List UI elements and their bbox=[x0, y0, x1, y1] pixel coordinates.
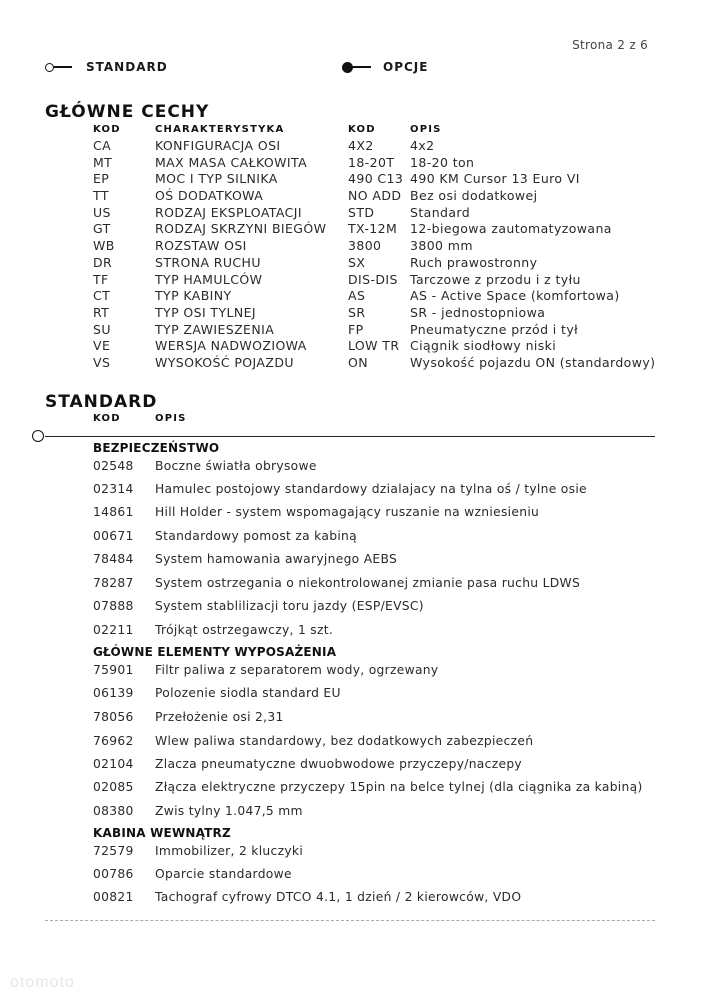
open-circle-icon bbox=[45, 63, 54, 72]
feature-code: CT bbox=[93, 288, 111, 304]
feature-characteristic: RODZAJ EKSPLOATACJI bbox=[155, 204, 302, 220]
feature-characteristic: WERSJA NADWOZIOWA bbox=[155, 338, 307, 354]
feature-description: Bez osi dodatkowej bbox=[410, 188, 538, 204]
feature-code: US bbox=[93, 204, 111, 220]
item-code: 78056 bbox=[93, 710, 134, 724]
table-row bbox=[0, 272, 701, 289]
footer-divider bbox=[45, 920, 655, 921]
feature-description: Pneumatyczne przód i tył bbox=[410, 321, 579, 337]
feature-value-code: SR bbox=[348, 304, 366, 320]
feature-description: 490 KM Cursor 13 Euro VI bbox=[410, 171, 580, 187]
feature-characteristic: MOC I TYP SILNIKA bbox=[155, 171, 278, 187]
item-description: Polozenie siodla standard EU bbox=[155, 686, 341, 700]
legend bbox=[0, 60, 701, 76]
item-code: 07888 bbox=[93, 599, 134, 613]
feature-description: 4x2 bbox=[410, 138, 435, 153]
page-number: Strona 2 z 6 bbox=[572, 38, 648, 52]
item-description: Wlew paliwa standardowy, bez dodatkowych zabezpieczeń bbox=[155, 734, 534, 748]
feature-characteristic: TYP KABINY bbox=[155, 288, 232, 304]
legend-options-label: OPCJE bbox=[383, 60, 429, 74]
feature-characteristic: OŚ DODATKOWA bbox=[155, 188, 264, 204]
section-divider bbox=[45, 436, 655, 437]
table-row bbox=[0, 338, 701, 355]
feature-code: DR bbox=[93, 254, 113, 270]
feature-code: VS bbox=[93, 354, 111, 370]
filled-circle-icon bbox=[342, 62, 353, 73]
feature-value-code: DIS-DIS bbox=[348, 271, 398, 287]
legend-dash bbox=[353, 66, 371, 67]
feature-value-code: ON bbox=[348, 354, 368, 370]
table-row bbox=[0, 288, 701, 305]
item-description: Złącza elektryczne przyczepy 15pin na belce tylnej (dla ciągnika za kabiną) bbox=[155, 780, 643, 794]
table-row bbox=[0, 221, 701, 238]
feature-characteristic: KONFIGURACJA OSI bbox=[155, 138, 281, 153]
item-description: System hamowania awaryjnego AEBS bbox=[155, 552, 398, 566]
item-description: Zwis tylny 1.047,5 mm bbox=[155, 804, 303, 818]
item-description: Przełożenie osi 2,31 bbox=[155, 710, 284, 724]
feature-value-code: LOW TR bbox=[348, 338, 400, 354]
legend-standard bbox=[45, 60, 168, 74]
feature-code: CA bbox=[93, 138, 112, 153]
item-description: Hamulec postojowy standardowy dzialajacy na tylna oś / tylne osie bbox=[155, 482, 587, 496]
item-description: Trójkąt ostrzegawczy, 1 szt. bbox=[155, 623, 334, 637]
table-row bbox=[0, 205, 701, 222]
feature-code: VE bbox=[93, 338, 111, 354]
feature-value-code: FP bbox=[348, 321, 364, 337]
feature-value-code: SX bbox=[348, 254, 366, 270]
feature-value-code: STD bbox=[348, 204, 375, 220]
item-description: System ostrzegania o niekontrolowanej zmianie pasa ruchu LDWS bbox=[155, 576, 581, 590]
feature-characteristic: RODZAJ SKRZYNI BIEGÓW bbox=[155, 221, 327, 237]
feature-description: 18-20 ton bbox=[410, 154, 475, 170]
item-code: 02548 bbox=[93, 459, 134, 473]
table-row bbox=[0, 171, 701, 188]
feature-description: Tarczowe z przodu i z tyłu bbox=[410, 271, 581, 287]
feature-code: TF bbox=[93, 271, 109, 287]
category-title-main-equipment: GŁÓWNE ELEMENTY WYPOSAŻENIA bbox=[93, 645, 337, 659]
item-code: 76962 bbox=[93, 734, 134, 748]
feature-value-code: 3800 bbox=[348, 238, 382, 254]
feature-characteristic: STRONA RUCHU bbox=[155, 254, 261, 270]
item-code: 02314 bbox=[93, 482, 134, 496]
item-code: 08380 bbox=[93, 804, 134, 818]
feature-description: Wysokość pojazdu ON (standardowy) bbox=[410, 354, 656, 370]
feature-value-code: AS bbox=[348, 288, 366, 304]
table-row bbox=[0, 255, 701, 272]
col-header-characteristic: CHARAKTERYSTYKA bbox=[155, 124, 285, 135]
feature-characteristic: TYP HAMULCÓW bbox=[155, 271, 263, 287]
item-description: Boczne światła obrysowe bbox=[155, 459, 317, 473]
standard-title: STANDARD bbox=[45, 392, 158, 412]
item-description: Oparcie standardowe bbox=[155, 867, 292, 881]
feature-value-code: NO ADD bbox=[348, 188, 402, 204]
item-description: Filtr paliwa z separatorem wody, ogrzewany bbox=[155, 663, 439, 677]
legend-options bbox=[342, 60, 428, 74]
col-header-description: OPIS bbox=[410, 124, 442, 135]
table-row bbox=[0, 355, 701, 372]
legend-dash bbox=[54, 66, 72, 67]
feature-characteristic: ROZSTAW OSI bbox=[155, 238, 247, 254]
feature-code: SU bbox=[93, 321, 111, 337]
feature-code: TT bbox=[93, 188, 109, 204]
feature-characteristic: TYP OSI TYLNEJ bbox=[155, 304, 256, 320]
feature-value-code: 4X2 bbox=[348, 138, 374, 153]
feature-description: SR - jednostopniowa bbox=[410, 304, 546, 320]
table-row bbox=[0, 305, 701, 322]
standard-col-header-description: OPIS bbox=[155, 413, 187, 424]
item-code: 00821 bbox=[93, 890, 134, 904]
item-description: Tachograf cyfrowy DTCO 4.1, 1 dzień / 2 kierowców, VDO bbox=[155, 890, 522, 904]
feature-description: 12-biegowa zautomatyzowana bbox=[410, 221, 612, 237]
feature-description: AS - Active Space (komfortowa) bbox=[410, 288, 620, 304]
table-row bbox=[0, 238, 701, 255]
item-description: Immobilizer, 2 kluczyki bbox=[155, 844, 304, 858]
open-circle-icon bbox=[32, 430, 44, 442]
table-row bbox=[0, 138, 701, 155]
feature-code: GT bbox=[93, 221, 111, 237]
item-code: 00671 bbox=[93, 529, 134, 543]
feature-value-code: TX-12M bbox=[348, 221, 398, 237]
watermark: otomoto bbox=[10, 974, 75, 991]
legend-standard-label: STANDARD bbox=[86, 60, 168, 74]
col-header-code: KOD bbox=[93, 124, 121, 135]
category-title-safety: BEZPIECZEŃSTWO bbox=[93, 441, 220, 455]
item-code: 06139 bbox=[93, 686, 134, 700]
item-description: Zlacza pneumatyczne dwuobwodowe przyczepy/naczepy bbox=[155, 757, 523, 771]
feature-description: Standard bbox=[410, 204, 471, 220]
feature-value-code: 18-20T bbox=[348, 154, 395, 170]
item-code: 02085 bbox=[93, 780, 134, 794]
table-row bbox=[0, 155, 701, 172]
feature-description: Ciągnik siodłowy niski bbox=[410, 338, 557, 354]
feature-code: EP bbox=[93, 171, 110, 187]
item-code: 14861 bbox=[93, 505, 134, 519]
table-row bbox=[0, 322, 701, 339]
feature-code: MT bbox=[93, 154, 113, 170]
feature-value-code: 490 C13 bbox=[348, 171, 404, 187]
feature-characteristic: WYSOKOŚĆ POJAZDU bbox=[155, 354, 294, 370]
category-title-cabin-interior: KABINA WEWNĄTRZ bbox=[93, 826, 231, 840]
main-features-table bbox=[0, 138, 701, 372]
col-header-value-code: KOD bbox=[348, 124, 376, 135]
standard-col-header-code: KOD bbox=[93, 413, 121, 424]
feature-code: RT bbox=[93, 304, 110, 320]
item-code: 72579 bbox=[93, 844, 134, 858]
main-features-title: GŁÓWNE CECHY bbox=[45, 102, 210, 122]
item-code: 00786 bbox=[93, 867, 134, 881]
feature-description: Ruch prawostronny bbox=[410, 254, 538, 270]
item-code: 75901 bbox=[93, 663, 134, 677]
table-row bbox=[0, 188, 701, 205]
item-code: 02211 bbox=[93, 623, 134, 637]
item-description: Hill Holder - system wspomagający ruszanie na wzniesieniu bbox=[155, 505, 540, 519]
feature-description: 3800 mm bbox=[410, 238, 473, 254]
item-code: 78287 bbox=[93, 576, 134, 590]
feature-characteristic: TYP ZAWIESZENIA bbox=[155, 321, 275, 337]
feature-code: WB bbox=[93, 238, 115, 254]
item-code: 78484 bbox=[93, 552, 134, 566]
feature-characteristic: MAX MASA CAŁKOWITA bbox=[155, 154, 308, 170]
item-description: System stablilizacji toru jazdy (ESP/EVSC) bbox=[155, 599, 424, 613]
item-description: Standardowy pomost za kabiną bbox=[155, 529, 357, 543]
item-code: 02104 bbox=[93, 757, 134, 771]
